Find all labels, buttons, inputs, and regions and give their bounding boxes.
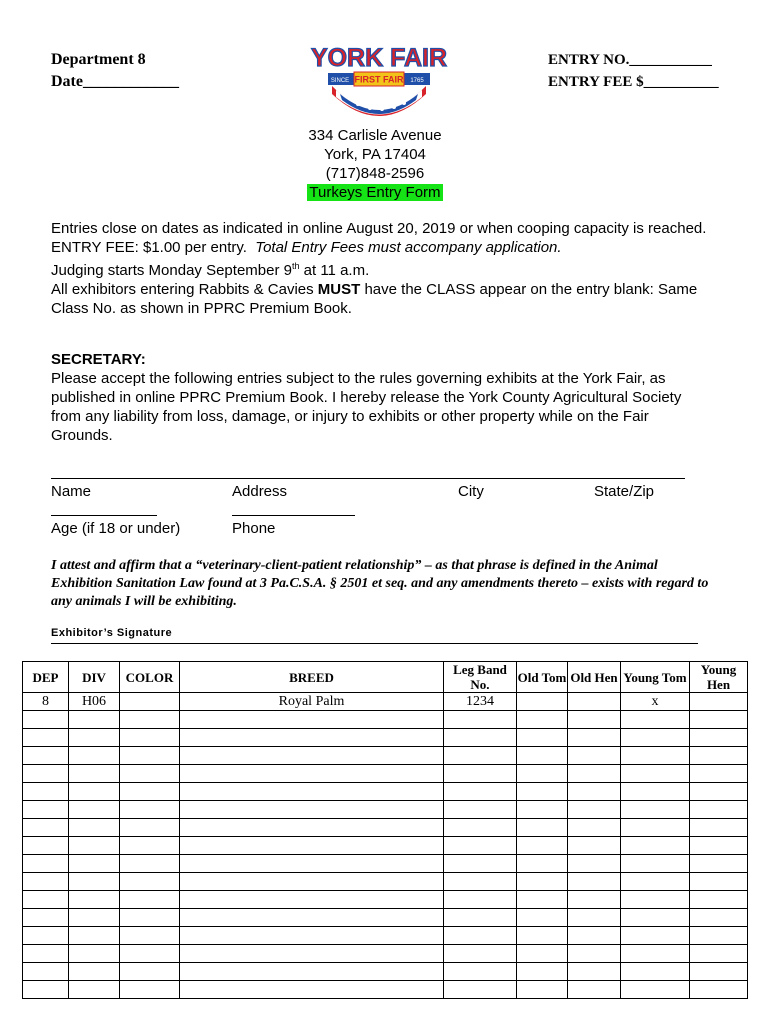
table-cell[interactable]: [120, 819, 180, 837]
table-cell[interactable]: [517, 765, 568, 783]
table-cell[interactable]: [444, 819, 517, 837]
table-cell[interactable]: [120, 783, 180, 801]
table-cell[interactable]: [517, 873, 568, 891]
table-cell[interactable]: [180, 729, 444, 747]
secretary-text: Please accept the following entries subject to the rules governing exhibits at the York Fair, as published in online PPRC Premium Book. I hereby release the York County Agricultural Society from any liability from loss, damage, or injury to exhibits or other property while on the Fair Grounds.: [51, 370, 682, 444]
table-cell[interactable]: [180, 747, 444, 765]
address-city: York, PA 17404: [324, 146, 426, 163]
header-right: [548, 49, 719, 93]
table-row: [23, 783, 748, 801]
table-cell[interactable]: [621, 765, 690, 783]
rabbits-must: MUST: [317, 281, 361, 298]
table-cell[interactable]: [120, 837, 180, 855]
table-cell[interactable]: [690, 711, 748, 729]
table-cell[interactable]: [517, 711, 568, 729]
table-cell[interactable]: [444, 963, 517, 981]
table-cell[interactable]: [180, 711, 444, 729]
table-cell[interactable]: [23, 855, 69, 873]
table-cell[interactable]: [621, 963, 690, 981]
table-row: [23, 981, 748, 999]
table-cell[interactable]: [517, 891, 568, 909]
table-cell[interactable]: [23, 765, 69, 783]
table-cell[interactable]: [568, 693, 621, 711]
table-cell[interactable]: [690, 981, 748, 999]
york-fair-logo: [310, 42, 448, 120]
table-cell[interactable]: [120, 729, 180, 747]
table-cell[interactable]: [69, 909, 120, 927]
exhibitor-info-line[interactable]: [51, 478, 685, 479]
table-row: [23, 819, 748, 837]
table-cell[interactable]: [120, 765, 180, 783]
fee-note: Total Entry Fees must accompany application.: [255, 239, 562, 256]
table-cell[interactable]: [180, 765, 444, 783]
table-cell[interactable]: [568, 927, 621, 945]
table-cell[interactable]: [69, 801, 120, 819]
judging-time: at 11 a.m.: [299, 262, 370, 279]
entries-close-text: Entries close on dates as indicated in online August 20, 2019 or when cooping capacity is reached.: [51, 220, 707, 237]
table-cell[interactable]: [23, 909, 69, 927]
intro-paragraph: [51, 219, 711, 318]
table-cell[interactable]: [568, 711, 621, 729]
table-cell[interactable]: [69, 711, 120, 729]
attestation-text: I attest and affirm that a “veterinary-client-patient relationship” – as that phrase is defined in the Animal Exhibition Sanitation Law found at 3 Pa.C.S.A. § 2501 et seq. and any amendments thereto – exists with regard to any animals I will be exhibiting.: [51, 558, 709, 609]
table-cell[interactable]: [568, 747, 621, 765]
table-cell[interactable]: [690, 765, 748, 783]
table-cell[interactable]: [23, 837, 69, 855]
table-cell[interactable]: [621, 711, 690, 729]
table-cell[interactable]: [120, 945, 180, 963]
table-cell[interactable]: [69, 747, 120, 765]
table-cell[interactable]: [690, 783, 748, 801]
table-row: [23, 747, 748, 765]
table-cell[interactable]: [23, 783, 69, 801]
table-cell[interactable]: [690, 909, 748, 927]
table-row: [23, 801, 748, 819]
address-phone: (717)848-2596: [325, 165, 425, 182]
table-cell[interactable]: [180, 819, 444, 837]
table-cell[interactable]: [621, 783, 690, 801]
table-body: [23, 693, 748, 999]
column-header: Leg Band No.: [444, 662, 517, 693]
table-cell[interactable]: [120, 855, 180, 873]
table-cell[interactable]: H06: [69, 693, 120, 711]
table-cell[interactable]: [568, 783, 621, 801]
table-cell[interactable]: [517, 963, 568, 981]
table-cell[interactable]: [621, 729, 690, 747]
table-cell[interactable]: [690, 837, 748, 855]
table-cell[interactable]: [69, 981, 120, 999]
entries-table: [22, 661, 748, 999]
table-row: [23, 765, 748, 783]
table-cell[interactable]: [621, 981, 690, 999]
table-cell[interactable]: [23, 927, 69, 945]
phone-label: Phone: [232, 520, 276, 537]
table-cell[interactable]: [517, 783, 568, 801]
table-cell[interactable]: [621, 945, 690, 963]
table-cell[interactable]: [180, 801, 444, 819]
table-row: [23, 729, 748, 747]
table-cell[interactable]: [120, 711, 180, 729]
table-cell[interactable]: [23, 981, 69, 999]
table-cell[interactable]: [69, 963, 120, 981]
table-cell[interactable]: [120, 693, 180, 711]
table-cell[interactable]: [621, 909, 690, 927]
secretary-heading: SECRETARY:: [51, 351, 146, 368]
table-cell[interactable]: [568, 891, 621, 909]
logo-banner-text: FIRST FAIR: [354, 74, 404, 85]
table-cell[interactable]: [69, 945, 120, 963]
logo-since-text: SINCE: [330, 78, 350, 84]
table-cell[interactable]: [568, 981, 621, 999]
table-cell[interactable]: [23, 945, 69, 963]
column-header: Young Hen: [690, 662, 748, 693]
table-cell[interactable]: [180, 981, 444, 999]
table-cell[interactable]: [690, 927, 748, 945]
table-cell[interactable]: 1234: [444, 693, 517, 711]
table-row: [23, 837, 748, 855]
table-cell[interactable]: [444, 927, 517, 945]
table-cell[interactable]: [517, 837, 568, 855]
table-cell[interactable]: [621, 927, 690, 945]
date-field-label: Date____________: [51, 73, 179, 90]
table-cell[interactable]: [180, 963, 444, 981]
column-header: COLOR: [120, 662, 180, 693]
department-label: Department 8: [51, 51, 146, 68]
table-cell[interactable]: [517, 981, 568, 999]
table-cell[interactable]: [444, 729, 517, 747]
table-cell[interactable]: [568, 801, 621, 819]
table-cell[interactable]: [517, 909, 568, 927]
table-cell[interactable]: [621, 837, 690, 855]
table-cell[interactable]: [444, 909, 517, 927]
phone-field-line[interactable]: [232, 515, 355, 516]
table-cell[interactable]: [69, 819, 120, 837]
table-cell[interactable]: [23, 801, 69, 819]
column-header: Old Hen: [568, 662, 621, 693]
table-cell[interactable]: x: [621, 693, 690, 711]
table-cell[interactable]: [23, 747, 69, 765]
table-cell[interactable]: [690, 801, 748, 819]
table-cell[interactable]: [568, 945, 621, 963]
table-cell[interactable]: [690, 747, 748, 765]
rabbits-text: All exhibitors entering Rabbits & Cavies: [51, 281, 318, 298]
table-cell[interactable]: 8: [23, 693, 69, 711]
table-row: [23, 963, 748, 981]
table-cell[interactable]: [568, 963, 621, 981]
column-header: Old Tom: [517, 662, 568, 693]
table-cell[interactable]: [180, 927, 444, 945]
table-cell[interactable]: [444, 981, 517, 999]
judging-line: [51, 257, 711, 280]
table-row: [23, 711, 748, 729]
table-cell[interactable]: [517, 927, 568, 945]
table-cell[interactable]: [120, 909, 180, 927]
table-cell[interactable]: [180, 855, 444, 873]
table-cell[interactable]: [120, 963, 180, 981]
table-cell[interactable]: [621, 819, 690, 837]
judging-sup: th: [291, 261, 300, 271]
table-cell[interactable]: [517, 855, 568, 873]
signature-label: Exhibitor’s Signature: [51, 627, 173, 639]
table-cell[interactable]: [444, 873, 517, 891]
table-cell[interactable]: [621, 747, 690, 765]
table-cell[interactable]: [180, 873, 444, 891]
age-field-line[interactable]: [51, 515, 157, 516]
age-label: Age (if 18 or under): [51, 520, 181, 537]
table-cell[interactable]: [568, 729, 621, 747]
header-left: [51, 49, 179, 93]
table-cell[interactable]: Royal Palm: [180, 693, 444, 711]
table-cell[interactable]: [690, 963, 748, 981]
judging-text: Judging starts Monday September 9: [51, 262, 292, 279]
table-cell[interactable]: [120, 927, 180, 945]
state-zip-label: State/Zip: [594, 483, 655, 500]
table-row: [23, 927, 748, 945]
table-cell[interactable]: [690, 819, 748, 837]
table-cell[interactable]: [568, 909, 621, 927]
table-cell[interactable]: [568, 855, 621, 873]
table-cell[interactable]: [69, 927, 120, 945]
table-row: [23, 945, 748, 963]
table-cell[interactable]: [120, 891, 180, 909]
table-cell[interactable]: [690, 693, 748, 711]
entry-no-label: ENTRY NO.___________: [548, 52, 712, 68]
table-cell[interactable]: [517, 819, 568, 837]
table-cell[interactable]: [690, 891, 748, 909]
table-cell[interactable]: [69, 837, 120, 855]
table-cell[interactable]: [568, 819, 621, 837]
table-cell[interactable]: [444, 711, 517, 729]
table-cell[interactable]: [23, 963, 69, 981]
table-cell[interactable]: [517, 801, 568, 819]
column-header: BREED: [180, 662, 444, 693]
address-street: 334 Carlisle Avenue: [308, 127, 442, 144]
signature-line[interactable]: [51, 643, 698, 644]
table-cell[interactable]: [23, 873, 69, 891]
table-row: [23, 855, 748, 873]
table-cell[interactable]: [517, 747, 568, 765]
table-cell[interactable]: [568, 837, 621, 855]
table-cell[interactable]: [180, 945, 444, 963]
table-cell[interactable]: [621, 801, 690, 819]
table-cell[interactable]: [690, 855, 748, 873]
table-cell[interactable]: [690, 729, 748, 747]
table-cell[interactable]: [120, 981, 180, 999]
table-cell[interactable]: [23, 711, 69, 729]
entry-fee-line: [51, 238, 711, 257]
table-cell[interactable]: [120, 747, 180, 765]
entry-fee-label: ENTRY FEE $__________: [548, 74, 719, 90]
table-cell[interactable]: [69, 891, 120, 909]
address-label: Address: [232, 483, 288, 500]
table-cell[interactable]: [690, 945, 748, 963]
name-label: Name: [51, 483, 92, 500]
table-cell[interactable]: [23, 891, 69, 909]
table-cell[interactable]: [180, 783, 444, 801]
rabbits-suffix: have the CLASS appear on the entry blank: Same Class No. as shown in PPRC Premium Book.: [51, 281, 698, 317]
table-cell[interactable]: [69, 873, 120, 891]
table-cell[interactable]: [120, 801, 180, 819]
table-cell[interactable]: [69, 729, 120, 747]
table-cell[interactable]: [444, 783, 517, 801]
table-cell[interactable]: [444, 747, 517, 765]
table-cell[interactable]: [180, 837, 444, 855]
table-cell[interactable]: [690, 873, 748, 891]
table-row: [23, 891, 748, 909]
column-header: Young Tom: [621, 662, 690, 693]
column-header: DEP: [23, 662, 69, 693]
table-cell[interactable]: [568, 873, 621, 891]
logo-year-text: 1765: [410, 78, 424, 84]
address-block: [260, 126, 490, 202]
table-cell[interactable]: [621, 855, 690, 873]
table-cell[interactable]: [621, 891, 690, 909]
table-cell[interactable]: [444, 837, 517, 855]
table-cell[interactable]: [568, 765, 621, 783]
entry-fee-text: ENTRY FEE: $1.00 per entry.: [51, 239, 247, 256]
table-cell[interactable]: [517, 945, 568, 963]
table-cell[interactable]: [444, 765, 517, 783]
table-cell[interactable]: [517, 693, 568, 711]
table-cell[interactable]: [69, 783, 120, 801]
table-cell[interactable]: [23, 729, 69, 747]
table-cell[interactable]: [621, 873, 690, 891]
rabbits-line: [51, 280, 711, 318]
form-title: Turkeys Entry Form: [309, 184, 441, 201]
table-cell[interactable]: [444, 855, 517, 873]
table-cell[interactable]: [444, 801, 517, 819]
table-cell[interactable]: [23, 819, 69, 837]
column-header: DIV: [69, 662, 120, 693]
table-cell[interactable]: [69, 855, 120, 873]
table-header-row: [23, 662, 748, 693]
table-cell[interactable]: [69, 765, 120, 783]
table-cell[interactable]: [180, 909, 444, 927]
table-cell[interactable]: [517, 729, 568, 747]
table-cell[interactable]: [444, 945, 517, 963]
table-cell[interactable]: [444, 891, 517, 909]
table-row: [23, 873, 748, 891]
table-row: [23, 693, 748, 711]
city-label: City: [458, 483, 484, 500]
table-row: [23, 909, 748, 927]
table-cell[interactable]: [120, 873, 180, 891]
logo-main-text: YORK FAIR: [310, 44, 448, 72]
table-cell[interactable]: [180, 891, 444, 909]
